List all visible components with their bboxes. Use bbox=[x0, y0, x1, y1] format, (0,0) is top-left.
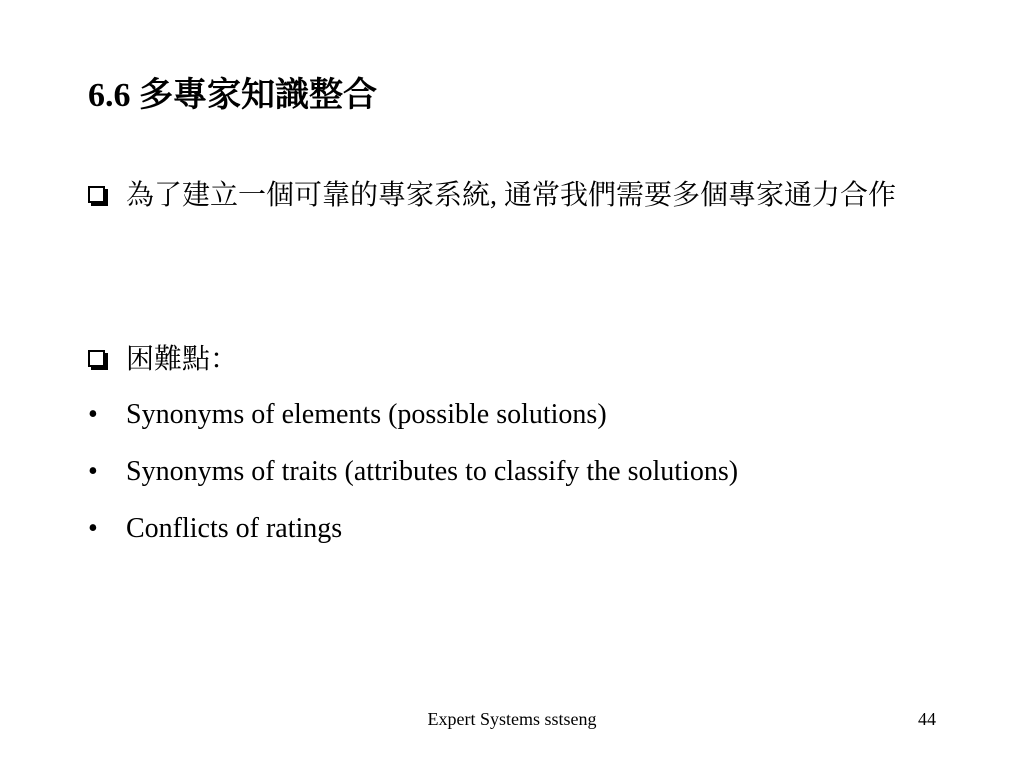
bullet-item bbox=[88, 395, 607, 435]
bullet-dot-icon: • bbox=[88, 513, 98, 544]
point-text: 困難點： bbox=[126, 344, 239, 375]
bullet-dot-icon: • bbox=[88, 399, 98, 430]
footer-text: Expert Systems sstseng bbox=[427, 709, 597, 729]
bullet-text: Conflicts of ratings bbox=[126, 513, 343, 544]
slide-title: 6.6 多專家知識整合 bbox=[88, 77, 377, 114]
point-text: 為了建立一個可靠的專家系統, 通常我們需要多個專家通力合作 bbox=[126, 180, 897, 211]
bullet-text: Synonyms of elements (possible solutions) bbox=[126, 399, 607, 430]
page-number: 44 bbox=[918, 709, 936, 729]
point-item-reliable-system bbox=[88, 170, 948, 222]
bullet-item bbox=[88, 452, 738, 492]
point-item-difficulties bbox=[88, 334, 948, 386]
bullet-item bbox=[88, 509, 342, 549]
checkbox-bullet-icon bbox=[88, 186, 105, 203]
checkbox-bullet-icon bbox=[88, 350, 105, 367]
bullet-text: Synonyms of traits (attributes to classify the solutions) bbox=[126, 456, 739, 487]
bullet-dot-icon: • bbox=[88, 456, 98, 487]
